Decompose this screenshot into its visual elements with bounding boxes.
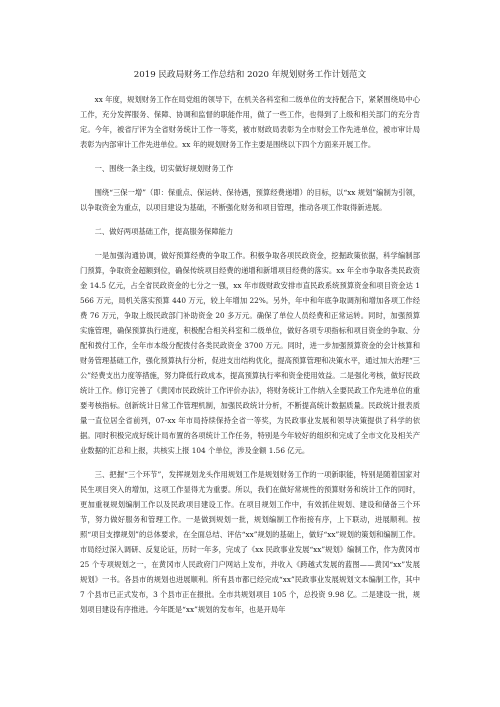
section-heading-1: 一、围绕一条主线，切实做好规划财务工作 [94, 164, 234, 173]
section-2-paragraph: 一是加强沟通协调，做好预算经费的争取工作。积极争取各项民政资金，挖掘政策依据，科学编制部门预算，争取资金超额到位，确保传统项目经费的递增和新增项目经费的落实。xx 年全市争取各类民政资金 14.5 亿元，占全省民政资金的七分之一强，xx 年市级财政安排市直民政系统预算资金和项目资金达 1566 万元，局机关落实预算 440 万元，较上年增加 22%。另外，年中和年底争取调剂和增加各项工作经费 76 万元，争取上级民政部门补助资金 20 多万元。确保了单位人员经费和正常运转。同时，加强预算实施管理，确保预算执行进度，积极配合相关科室和二级单位，做好各项专项指标和项目资金的争取、分配和拨付工作，全年市本级分配拨付各类民政资金 3700 万元。同时，进一步加强预算资金的会计核算和财务管理基础工作，强化预算执行分析，促进支出结构优化，提高预算管理和决策水平，通过加大治理“三公”经费支出力度等措施，努力降低行政成本，提高预算执行率和资金使用效益。二是强化考核，做好民政统计工作。修订完善了《黄冈市民政统计工作评价办法》，将财务统计工作纳入全要民政工作先进单位的重要考核指标。创新统计日常工作管理机制，加强民政统计分析，不断提高统计数据质量。民政统计报表质量一直位居全省前列，07-xx 年市局持续保持全省一等奖，为民政事业发展和领导决策提供了科学的依据。同时积极完成好统计局布置的各项统计工作任务，特别是今年较好的组织和完成了全市文化及相关产业数据的汇总和上报，共核实上报 104 个单位，涉及金额 1.56 亿元。 [80, 251, 420, 455]
section-1-paragraph: 围绕“三保一增”（即：保重点、保运转、保待遇，预算经费递增）的目标，以“xx 规划”编制为引领，以争取资金为重点，以项目建设为基础，不断强化财务和项目管理，推动各项工作取得新进展。 [80, 188, 420, 212]
section-3-paragraph: 三、把握“三个环节”，发挥规划龙头作用规划工作是规划财务工作的一项新职能，特别是随着国家对民生项目突入的增加，这项工作显得尤为重要。所以，我们在做好常规性的预算财务和统计工作的同时，更加重视规划编制工作以及民政项目建设工作。在项目规划工作中，有效抓住规划、建设和储备三个环节，努力做好服务和管理工作。一是做到规划一批，规划编制工作衔接有序，上下联动，进展顺利。按照“项目支撑规划”的总体要求，在全面总结、评估“xx”规划的基础上，做好“xx”规划的策划和编制工作。市局经过深入调研、反复论证，历时一年多，完成了《xx 民政事业发展“xx”规划》编制工作，作为黄冈市 25 个专项规划之一，在黄冈市人民政府门户网站上发布，并收入《跨越式发展的蓝图——黄冈“xx”发展规划》一书。各县市的规划也进展顺利。所有县市都已经完成“xx”民政事业发展规划文本编制工作，其中 7 个县市已正式发布，3 个县市正在报批。全市共规划项目 105 个，总投资 9.98 亿。二是建设一批，规划项目建设有序推进。今年既是“xx”规划的发布年，也是开局年 [80, 470, 421, 614]
document-title: 2019 民政局财务工作总结和 2020 年规划财务工作计划范文 [133, 70, 367, 80]
section-heading-2: 二、做好两项基础工作，提高服务保障能力 [94, 227, 234, 236]
intro-paragraph: xx 年度，规划财务工作在局党组的领导下，在机关各科室和二级单位的支持配合下，紧紧围绕局中心工作，充分发挥服务、保障、协调和监督的职能作用，做了一些工作，也得到了上级和相关部门的充分肯定。今年，被省厅评为全省财务统计工作一等奖，被市财政局表彰为全市财会工作先进单位，被市审计局表彰为内部审计工作先进单位。xx 年的规划财务工作主要是围绕以下四个方面来开展工作。 [80, 95, 420, 149]
